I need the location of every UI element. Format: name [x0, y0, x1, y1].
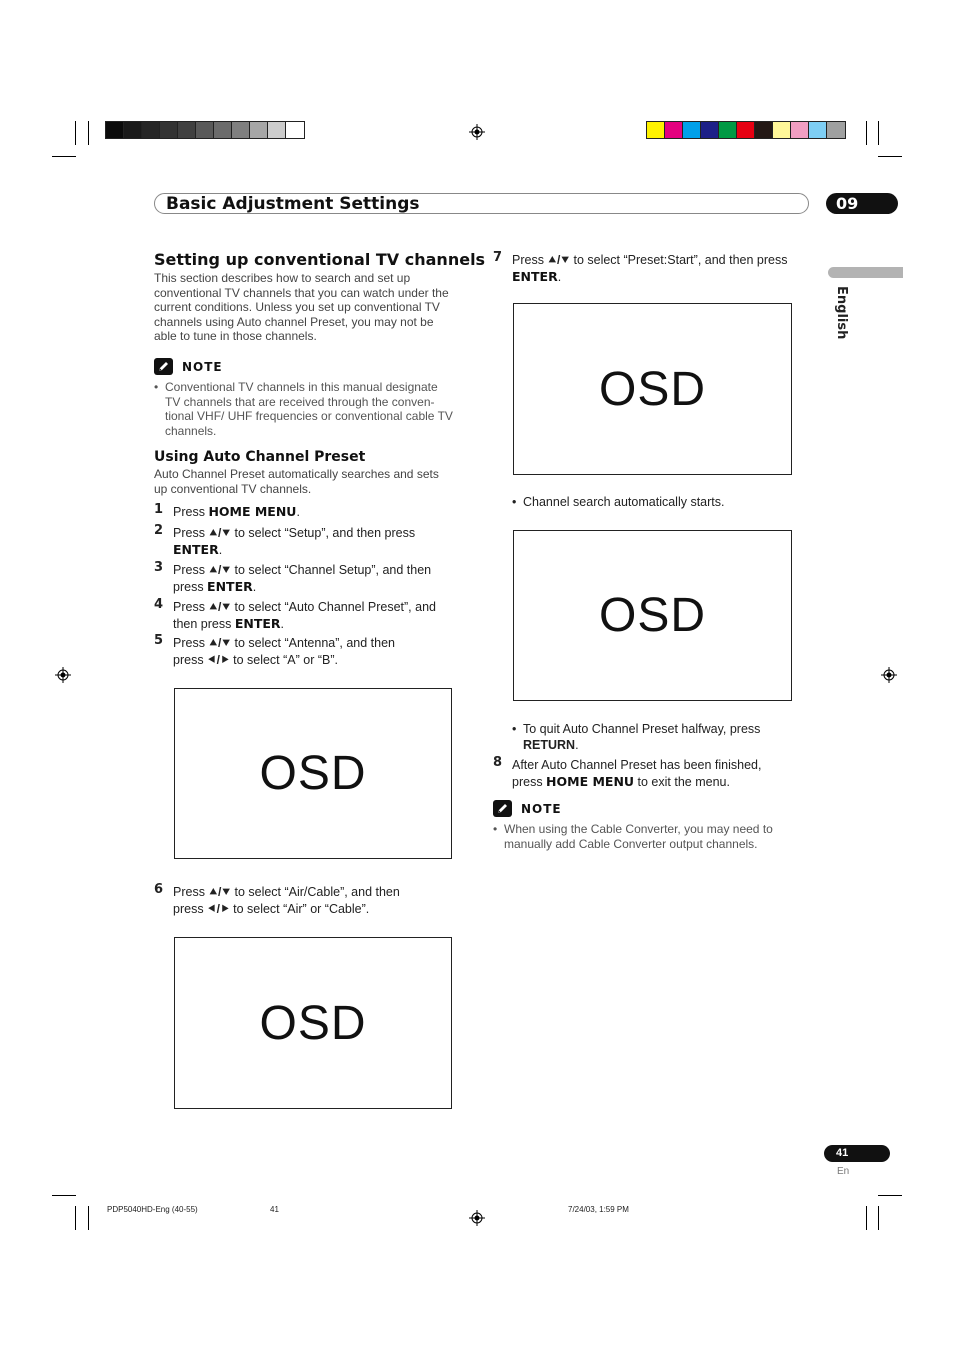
file-page: 41	[270, 1205, 279, 1214]
crop-mark	[878, 121, 879, 145]
color-swatch	[232, 122, 250, 138]
osd-screen-placeholder	[174, 688, 452, 859]
timestamp: 7/24/03, 1:59 PM	[568, 1205, 629, 1214]
registration-mark-icon	[469, 1210, 485, 1226]
crop-mark	[75, 121, 76, 145]
step-number: 3	[154, 560, 164, 575]
pencil-note-icon	[154, 358, 173, 375]
crop-mark	[866, 1206, 867, 1230]
osd-label: OSD	[598, 362, 706, 416]
color-swatch	[737, 122, 755, 138]
step-4-text: Press ⯅/⯆ to select “Auto Channel Preset”, and then press ENTER.	[173, 600, 436, 631]
quit-bullet: • To quit Auto Channel Preset halfway, press RETURN.	[512, 721, 812, 753]
step-number: 2	[154, 523, 164, 538]
step-1-text: Press HOME MENU.	[173, 504, 300, 519]
pencil-note-icon	[493, 800, 512, 817]
subsection-title: Using Auto Channel Preset	[154, 449, 366, 465]
file-name: PDP5040HD-Eng (40-55)	[107, 1205, 198, 1214]
color-swatch	[773, 122, 791, 138]
osd-screen-placeholder	[174, 937, 452, 1109]
color-swatch	[647, 122, 665, 138]
osd-label: OSD	[598, 589, 706, 642]
color-swatch	[665, 122, 683, 138]
section-intro: This section describes how to search and set up conventional TV channels that you can watch under the current conditions. Unless you set up conventional TV channels using Auto channel Preset, you may not be able to tune in those channels.	[154, 271, 449, 344]
note-bullet: • Conventional TV channels in this manual designate TV channels that are received through the conven- tional VHF/ UHF frequencies or conventional cable TV channels.	[154, 380, 474, 438]
color-swatch	[809, 122, 827, 138]
subsection-intro: Auto Channel Preset automatically searches and sets up conventional TV channels.	[154, 467, 439, 496]
page-number-badge: 41	[824, 1145, 890, 1162]
up-down-arrow-icon: ⯅/⯆	[547, 253, 570, 267]
up-down-arrow-icon: ⯅/⯆	[208, 600, 231, 614]
step-number: 4	[154, 597, 164, 612]
osd-label: OSD	[259, 996, 367, 1050]
left-right-arrow-icon: ⯇/⯈	[207, 652, 230, 667]
color-swatch	[250, 122, 268, 138]
color-swatch	[791, 122, 809, 138]
color-swatch	[196, 122, 214, 138]
up-down-arrow-icon: ⯅/⯆	[208, 526, 231, 540]
gray-bars	[105, 121, 305, 139]
note-heading	[493, 800, 562, 817]
up-down-arrow-icon: ⯅/⯆	[208, 636, 231, 650]
step-number: 1	[154, 502, 164, 517]
color-swatch	[701, 122, 719, 138]
note-label: NOTE	[182, 359, 223, 374]
language-tab	[828, 267, 903, 278]
color-swatch	[286, 122, 304, 138]
crop-mark	[878, 156, 902, 157]
crop-mark	[52, 156, 76, 157]
crop-mark	[878, 1195, 902, 1196]
color-swatch	[124, 122, 142, 138]
note-bullet: • When using the Cable Converter, you may need to manually add Cable Converter output channels.	[493, 822, 803, 851]
osd-screen-placeholder	[513, 303, 792, 475]
color-swatch	[178, 122, 196, 138]
color-swatch	[142, 122, 160, 138]
color-swatch	[268, 122, 286, 138]
osd-screen-placeholder	[513, 530, 792, 701]
step-number: 8	[493, 755, 503, 770]
color-swatch	[683, 122, 701, 138]
step-7-text: Press ⯅/⯆ to select “Preset:Start”, and then press ENTER.	[512, 253, 788, 284]
registration-mark-icon	[55, 667, 71, 683]
step-5-text: Press ⯅/⯆ to select “Antenna”, and then press ⯇/⯈ to select “A” or “B”.	[173, 636, 395, 667]
chapter-header	[154, 193, 809, 214]
page-language-code: En	[837, 1166, 850, 1177]
step-number: 5	[154, 633, 164, 648]
crop-mark	[88, 121, 89, 145]
crop-mark	[866, 121, 867, 145]
up-down-arrow-icon: ⯅/⯆	[208, 563, 231, 577]
step-6-text: Press ⯅/⯆ to select “Air/Cable”, and then press ⯇/⯈ to select “Air” or “Cable”.	[173, 885, 400, 916]
osd-label: OSD	[259, 747, 367, 800]
step-3-text: Press ⯅/⯆ to select “Channel Setup”, and then press ENTER.	[173, 563, 432, 594]
step-number: 6	[154, 882, 164, 897]
crop-mark	[52, 1195, 76, 1196]
step-number: 7	[493, 250, 503, 265]
search-bullet: • Channel search automatically starts.	[512, 495, 812, 510]
crop-mark	[75, 1206, 76, 1230]
crop-mark	[88, 1206, 89, 1230]
color-swatch	[719, 122, 737, 138]
section-title: Setting up conventional TV channels	[154, 250, 486, 269]
color-swatch	[755, 122, 773, 138]
up-down-arrow-icon: ⯅/⯆	[208, 885, 231, 899]
registration-mark-icon	[881, 667, 897, 683]
note-heading	[154, 358, 223, 375]
note-label: NOTE	[521, 801, 562, 816]
chapter-number-badge: 09	[826, 193, 898, 214]
registration-mark-icon	[469, 124, 485, 140]
language-label: English	[834, 286, 849, 340]
page-title: Basic Adjustment Settings	[166, 194, 420, 214]
color-bars	[646, 121, 846, 139]
crop-mark	[878, 1206, 879, 1230]
color-swatch	[160, 122, 178, 138]
step-8-text: After Auto Channel Preset has been finished, press HOME MENU to exit the menu.	[512, 758, 762, 789]
color-swatch	[106, 122, 124, 138]
step-2-text: Press ⯅/⯆ to select “Setup”, and then press ENTER.	[173, 526, 416, 557]
color-swatch	[214, 122, 232, 138]
color-swatch	[827, 122, 845, 138]
left-right-arrow-icon: ⯇/⯈	[207, 901, 230, 916]
